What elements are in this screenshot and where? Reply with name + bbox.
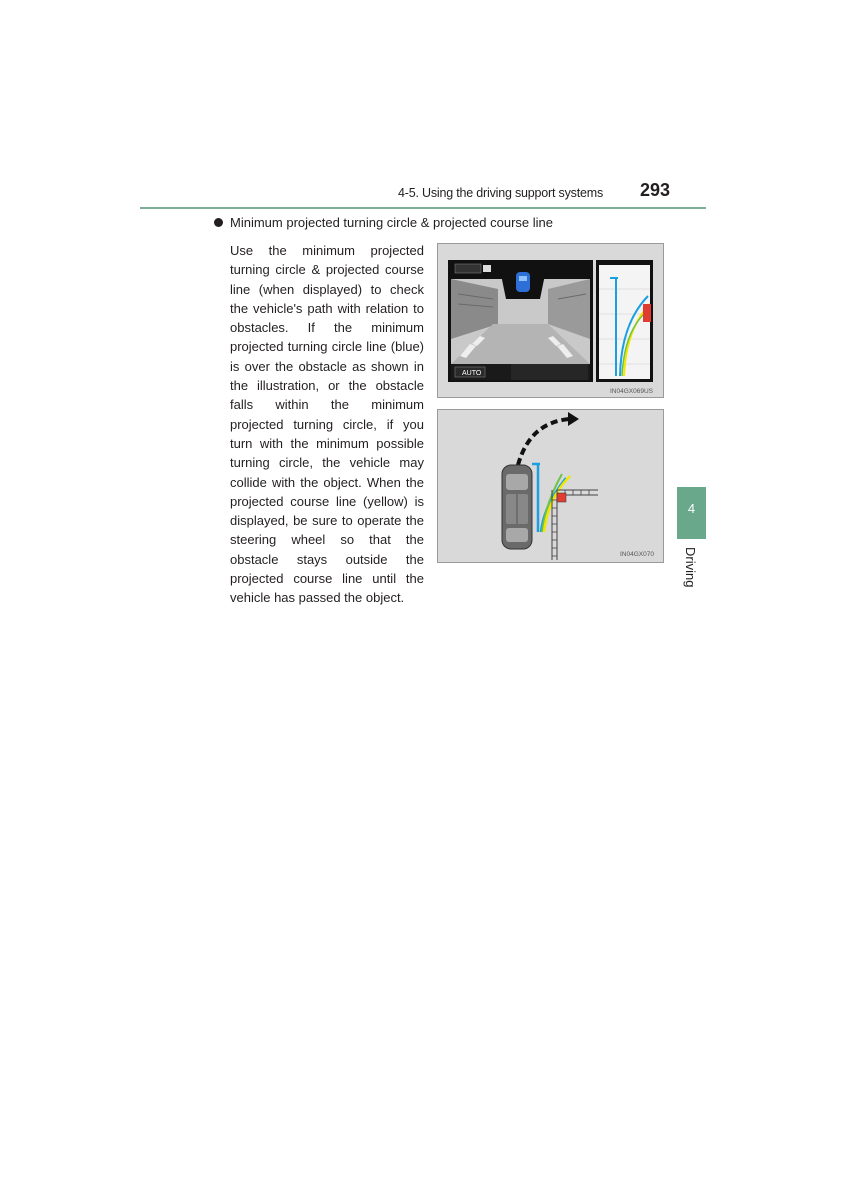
vehicle-icon bbox=[502, 465, 532, 549]
section-title: 4-5. Using the driving support systems bbox=[398, 186, 603, 200]
chapter-tab: 4 bbox=[677, 487, 706, 539]
figure-code: IN04GX069US bbox=[610, 388, 653, 395]
overhead-diagram-figure bbox=[437, 409, 664, 563]
overhead-diagram-illustration bbox=[438, 410, 663, 562]
camera-screen-illustration bbox=[438, 244, 663, 397]
bullet-title: Minimum projected turning circle & projected course line bbox=[230, 215, 553, 230]
header-divider bbox=[140, 207, 706, 209]
figure-code: IN04GX070 bbox=[620, 551, 654, 558]
bullet-icon bbox=[214, 218, 223, 227]
obstacle-marker bbox=[557, 493, 566, 502]
chapter-label: Driving bbox=[683, 547, 698, 588]
bullet-heading bbox=[214, 215, 553, 230]
body-paragraph: Use the minimum projected turning circle & projected course line (when displayed) to check the vehicle's path with relation to obstacles. If the minimum projected turning circle line (blue) is over the obstacle as shown in the illustration, or the obstacle falls within the minimum projected turning circle, if you turn with the minimum possible turning circle, the vehicle may collide with the object. When the projected course line (yellow) is displayed, be sure to operate the steering wheel so that the obstacle stays outside the projected course line until the vehicle has passed the object. bbox=[230, 243, 424, 606]
page-number: 293 bbox=[640, 180, 671, 200]
camera-screen-figure bbox=[437, 243, 664, 398]
auto-mode-label: AUTO bbox=[462, 370, 482, 377]
